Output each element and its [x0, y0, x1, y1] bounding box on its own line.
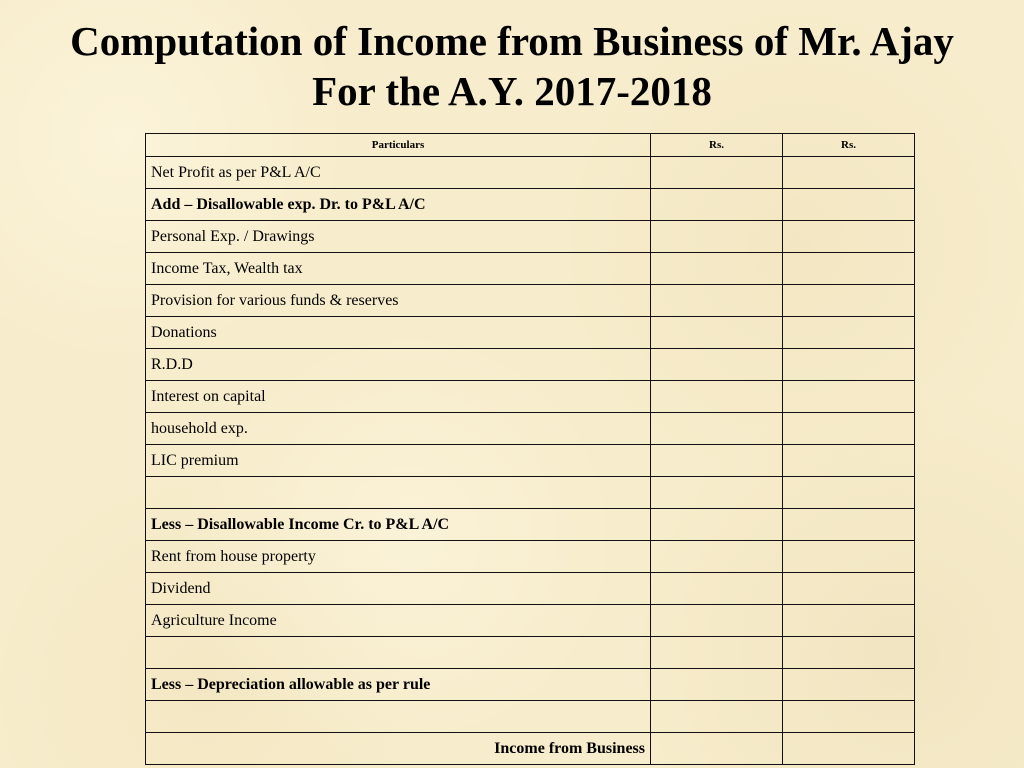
row-rs-2 [783, 349, 915, 381]
row-rs-1 [651, 285, 783, 317]
page-title [0, 16, 1024, 116]
table-row [146, 157, 915, 189]
table-row [146, 701, 915, 733]
row-rs-1 [651, 541, 783, 573]
row-rs-1 [651, 509, 783, 541]
table-row [146, 285, 915, 317]
table-row [146, 189, 915, 221]
table-row [146, 477, 915, 509]
income-from-business-label: Income from Business [146, 733, 651, 765]
row-particular: Interest on capital [146, 381, 651, 413]
row-rs-2 [783, 445, 915, 477]
row-rs-1 [651, 317, 783, 349]
row-rs-2 [783, 573, 915, 605]
table-row [146, 669, 915, 701]
row-rs-1 [651, 381, 783, 413]
row-rs-1 [651, 669, 783, 701]
row-rs-2 [783, 189, 915, 221]
row-particular: Personal Exp. / Drawings [146, 221, 651, 253]
row-rs-2 [783, 701, 915, 733]
row-rs-2 [783, 637, 915, 669]
row-rs-2 [783, 253, 915, 285]
table-row [146, 509, 915, 541]
row-rs-2 [783, 221, 915, 253]
table-row [146, 541, 915, 573]
row-rs-2 [783, 605, 915, 637]
row-particular [146, 477, 651, 509]
row-rs-1 [651, 445, 783, 477]
table-row [146, 413, 915, 445]
row-particular: Rent from house property [146, 541, 651, 573]
computation-table [145, 133, 915, 765]
row-rs-1 [651, 349, 783, 381]
row-rs-2 [783, 669, 915, 701]
header-particulars: Particulars [146, 134, 651, 157]
row-rs-1 [651, 253, 783, 285]
row-particular [146, 701, 651, 733]
row-rs-2 [783, 285, 915, 317]
row-rs-1 [651, 221, 783, 253]
row-rs-1 [651, 605, 783, 637]
row-rs-1 [651, 701, 783, 733]
table-row [146, 349, 915, 381]
table-row [146, 573, 915, 605]
row-rs-1 [651, 637, 783, 669]
row-particular: Less – Depreciation allowable as per rule [146, 669, 651, 701]
title-line-1: Computation of Income from Business of Mr. Ajay [70, 18, 954, 64]
table-row [146, 637, 915, 669]
row-rs-2 [783, 509, 915, 541]
table-row [146, 445, 915, 477]
row-rs-2 [783, 381, 915, 413]
title-line-2: For the A.Y. 2017-2018 [312, 68, 712, 114]
table-row [146, 605, 915, 637]
row-particular: Provision for various funds & reserves [146, 285, 651, 317]
row-rs-1 [651, 413, 783, 445]
row-particular: Add – Disallowable exp. Dr. to P&L A/C [146, 189, 651, 221]
row-particular [146, 637, 651, 669]
table-row [146, 317, 915, 349]
table-row [146, 381, 915, 413]
row-particular: Income Tax, Wealth tax [146, 253, 651, 285]
row-particular: Net Profit as per P&L A/C [146, 157, 651, 189]
row-particular: LIC premium [146, 445, 651, 477]
row-rs-2 [783, 413, 915, 445]
row-particular: Dividend [146, 573, 651, 605]
table-row [146, 221, 915, 253]
row-rs-2 [783, 317, 915, 349]
row-rs-1 [651, 157, 783, 189]
row-rs-2 [783, 733, 915, 765]
row-rs-2 [783, 541, 915, 573]
row-rs-1 [651, 573, 783, 605]
row-rs-1 [651, 733, 783, 765]
row-particular: Agriculture Income [146, 605, 651, 637]
table-row [146, 253, 915, 285]
row-rs-1 [651, 477, 783, 509]
row-rs-2 [783, 477, 915, 509]
row-particular: Less – Disallowable Income Cr. to P&L A/C [146, 509, 651, 541]
header-rs-2: Rs. [783, 134, 915, 157]
table-header-row [146, 134, 915, 157]
row-particular: R.D.D [146, 349, 651, 381]
header-rs-1: Rs. [651, 134, 783, 157]
row-rs-2 [783, 157, 915, 189]
row-particular: Donations [146, 317, 651, 349]
row-particular: household exp. [146, 413, 651, 445]
table-row-total [146, 733, 915, 765]
row-rs-1 [651, 189, 783, 221]
